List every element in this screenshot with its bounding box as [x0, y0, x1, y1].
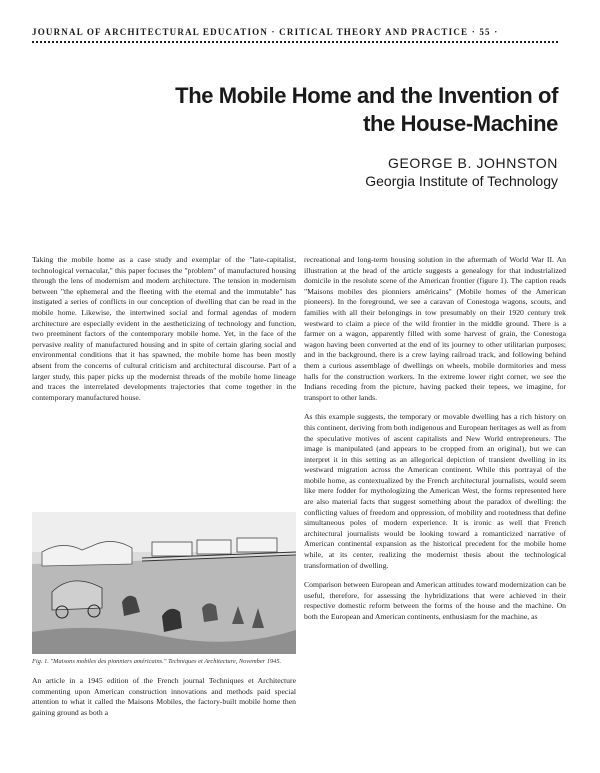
- body-paragraph: As this example suggests, the temporary or movable dwelling has a rich history on this continent, deriving from both indigenous and European heritages as well as from the speculative motives of ascent capitalists and New World entrepreneurs. The image is manipulated (and appears to be cropped from an original), but we can interpret it in this setting as an allegorical depiction of transient dwelling in its westward migration across the American continent. While this portrayal of the mobile home, as contextualized by the French architectural journalists, would seem like mere fodder for mythologizing the American West, the forms represented here are also material facts that suggest something about the paradox of dwelling: the conflicting values of freedom and oppression, of mobility and rootedness that define simultaneous poles of modern experience. It is ironic as well that French architectural journalists would be looking toward a romanticized narrative of American continental expansion as the historical precedent for the mobile home while, at its center, realizing the modernist thesis about the technological transformation of dwelling.: [304, 412, 566, 570]
- abstract-paragraph: Taking the mobile home as a case study and exemplar of the "late-capitalist, technological vernacular," this paper focuses the "problem" of manufactured housing through the lens of modernism and modern architecture. The tension in modernism between "the ephemeral and the fleeting with the eternal and the immutable" has instigated a series of conflicts in our conception of dwelling that can be read in the mobile home. Likewise, the intertwined social and formal agendas of modern architecture are especially evident in the aestheticizing of technology and function, two preeminent factors of the contemporary mobile home. Yet, in the face of the pervasive reality of manufactured housing and in spite of certain glaring social and environmental conditions that it has spawned, the mobile home has been mostly absent from the concerns of cultural criticism and architectural discourse. Part of a larger study, this paper picks up the modernist threads of the mobile home lineage and traces the interrelated developments trajectories that come together in the contemporary manufactured house.: [32, 255, 296, 402]
- body-paragraph: Comparison between European and American attitudes toward modernization can be useful, therefore, for assessing the hybridizations that were achieved in their respective domestic reform between the forms of the house and the machine. On both the European and American continents, enthusiasm for the machine, as: [304, 580, 566, 621]
- figure-caption: Fig. 1. "Maisons mobiles des pionniers américains." Techniques et Architecture, November 1945.: [32, 658, 282, 665]
- figure-illustration: [32, 512, 296, 654]
- pioneer-illustration-image: [32, 512, 296, 654]
- running-head: JOURNAL OF ARCHITECTURAL EDUCATION · CRITICAL THEORY AND PRACTICE · 55 ·: [32, 27, 558, 43]
- right-column-body: [304, 255, 566, 632]
- left-column-body: [32, 676, 296, 727]
- paper-title: The Mobile Home and the Invention of the House-Machine: [175, 83, 558, 136]
- author-affiliation: Georgia Institute of Technology: [365, 173, 558, 189]
- left-column-abstract: [32, 255, 296, 412]
- body-paragraph: recreational and long-term housing solution in the aftermath of World War II. An illustration at the head of the article suggests a genealogy for that industrialized domicile in the resolute scene of the American frontier (figure 1). The caption reads "Maisons mobiles des pionniers américains" (Mobile homes of the American pioneers). In the foreground, we see a caravan of Conestoga wagons, scouts, and families with all their belongings in tow presumably on their 1920 century trek westward to claim a piece of the wild frontier in the middle ground. There is a farmer on a wagon, apparently filled with some harvest of grain, the Conestoga wagon having been converted at the end of its journey to other utilitarian purposes; and in the background, there is a crew laying railroad track, and following behind them a curious assemblage of dwellings on wheels, mobile dormitories and mess halls for the construction workers. In the extreme lower right corner, we see the Indians receding from the picture, having packed their tepees, we imagine, for transport to other lands.: [304, 255, 566, 402]
- author-name: GEORGE B. JOHNSTON: [387, 155, 558, 171]
- body-paragraph: An article in a 1945 edition of the French journal Techniques et Architecture commenting upon American construction innovations and methods paid special attention to what it called the Maisons Mobiles, the factory-built mobile home then gaining ground as both a: [32, 676, 296, 717]
